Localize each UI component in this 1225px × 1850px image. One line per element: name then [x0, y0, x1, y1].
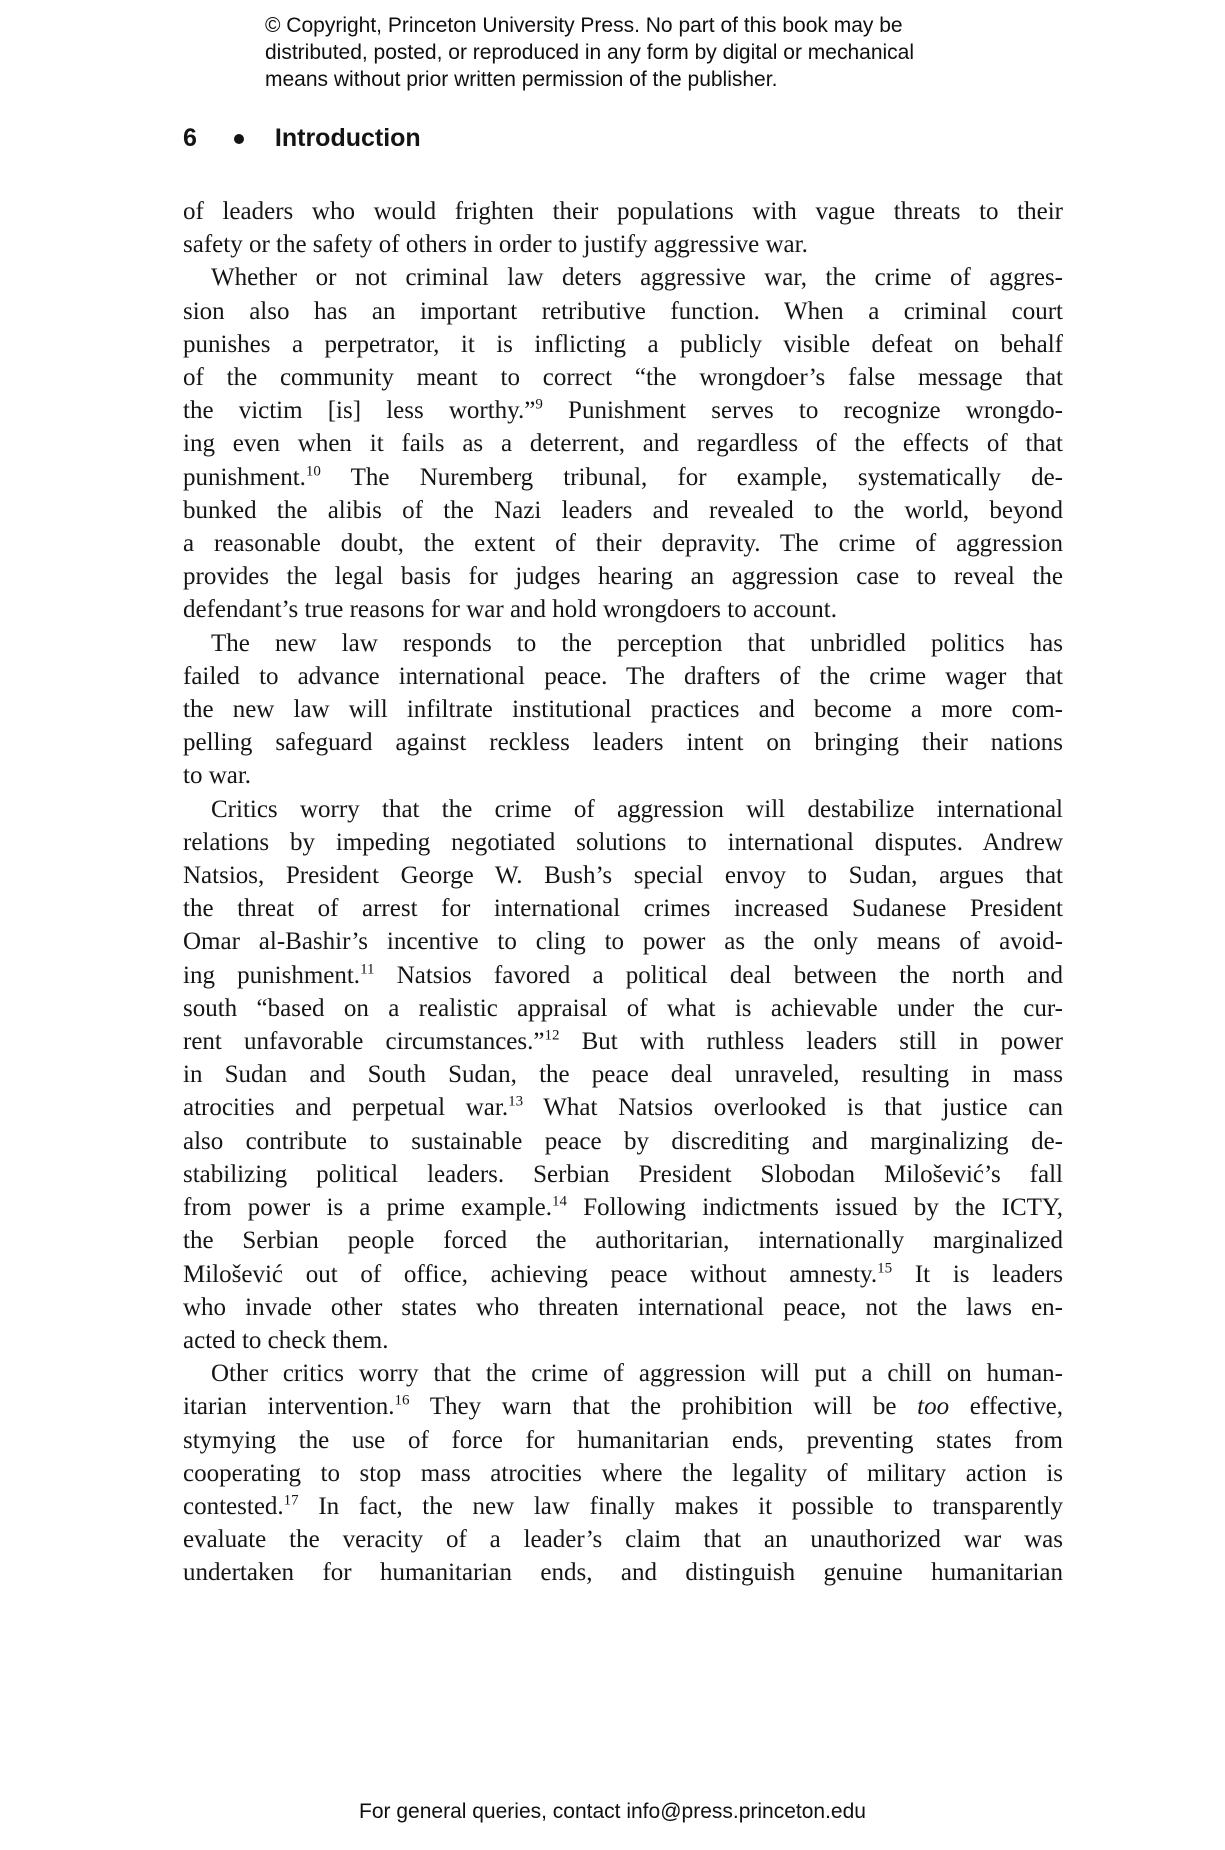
body-line: cooperating to stop mass atrocities where the legality of military action is: [183, 1459, 1063, 1487]
body-line: evaluate the veracity of a leader’s claim that an unauthorized war was: [183, 1526, 1063, 1554]
body-line: pelling safeguard against reckless leaders intent on bringing their nations: [183, 729, 1063, 757]
body-line: the new law will infiltrate institutional practices and become a more com-: [183, 696, 1063, 724]
running-head: [183, 124, 1063, 153]
body-line: Natsios, President George W. Bush’s special envoy to Sudan, argues that: [183, 862, 1063, 890]
copyright-line: distributed, posted, or reproduced in any form by digital or mechanical: [265, 41, 915, 64]
copyright-line: © Copyright, Princeton University Press. No part of this book may be: [265, 14, 903, 37]
body-line: the threat of arrest for international crimes increased Sudanese President: [183, 895, 1063, 923]
body-line: failed to advance international peace. The drafters of the crime wager that: [183, 662, 1063, 690]
bullet-separator-icon: [234, 134, 244, 144]
body-line: Other critics worry that the crime of aggression will put a chill on human-: [211, 1360, 1063, 1388]
body-line: Milošević out of office, achieving peace without amnesty.$^{15}$ It is leaders: [183, 1260, 1063, 1288]
copyright-notice: [265, 12, 914, 93]
body-line: south “based on a realistic appraisal of what is achievable under the cur-: [183, 994, 1063, 1022]
body-line: bunked the alibis of the Nazi leaders and revealed to the world, beyond: [183, 496, 1063, 524]
body-line: acted to check them.: [183, 1326, 389, 1354]
body-line: provides the legal basis for judges hearing an aggression case to reveal the: [183, 563, 1063, 591]
page-number: 6: [183, 124, 197, 152]
body-line: punishes a perpetrator, it is inflicting a publicly visible defeat on behalf: [183, 330, 1063, 358]
body-line: stabilizing political leaders. Serbian President Slobodan Milošević’s fall: [183, 1160, 1063, 1188]
body-line: atrocities and perpetual war.$^{13}$ What Natsios overlooked is that justice can: [183, 1094, 1064, 1122]
body-text: [183, 195, 1063, 1590]
body-line: Critics worry that the crime of aggression will destabilize international: [211, 795, 1063, 823]
chapter-title: Introduction: [274, 124, 421, 152]
body-line: Whether or not criminal law deters aggressive war, the crime of aggres-: [211, 264, 1063, 292]
body-line: of the community meant to correct “the wrongdoer’s false message that: [183, 364, 1063, 392]
body-line: ing even when it fails as a deterrent, and regardless of the effects of that: [183, 430, 1063, 458]
body-line: who invade other states who threaten international peace, not the laws en-: [183, 1293, 1063, 1321]
body-line: contested.$^{17}$ In fact, the new law finally makes it possible to transparently: [183, 1492, 1063, 1520]
body-line: Omar al-Bashir’s incentive to cling to power as the only means of avoid-: [183, 928, 1063, 956]
body-line: the Serbian people forced the authoritarian, internationally marginalized: [183, 1227, 1063, 1255]
body-line: of leaders who would frighten their populations with vague threats to their: [183, 198, 1063, 225]
body-line: undertaken for humanitarian ends, and distinguish genuine humanitarian: [183, 1559, 1063, 1587]
body-line: itarian intervention.$^{16}$ They warn that the prohibition will be too effective,: [183, 1392, 1063, 1421]
body-line: The new law responds to the perception that unbridled politics has: [211, 629, 1063, 657]
body-line: in Sudan and South Sudan, the peace deal unraveled, resulting in mass: [183, 1061, 1063, 1089]
body-line: sion also has an important retributive function. When a criminal court: [183, 297, 1063, 325]
body-line: from power is a prime example.$^{14}$ Following indictments issued by the ICTY,: [183, 1193, 1063, 1222]
body-line: punishment.$^{10}$ The Nuremberg tribunal, for example, systematically de-: [183, 463, 1063, 491]
body-line: relations by impeding negotiated solutions to international disputes. Andrew: [183, 828, 1063, 856]
copyright-line: means without prior written permission of the publisher.: [265, 68, 778, 91]
body-line: also contribute to sustainable peace by discrediting and marginalizing de-: [183, 1127, 1063, 1155]
body-line: a reasonable doubt, the extent of their depravity. The crime of aggression: [183, 530, 1063, 558]
body-line: to war.: [183, 762, 252, 790]
body-line: rent unfavorable circumstances.”$^{12}$ But with ruthless leaders still in power: [183, 1027, 1064, 1056]
body-line: safety or the safety of others in order to justify aggressive war.: [183, 231, 808, 259]
body-line: the victim [is] less worthy.”$^9$ Punishment serves to recognize wrongdo-: [183, 396, 1064, 425]
body-line: stymying the use of force for humanitarian ends, preventing states from: [183, 1426, 1063, 1454]
body-line: ing punishment.$^{11}$ Natsios favored a political deal between the north and: [183, 961, 1063, 989]
footer-contact-line: For general queries, contact info@press.princeton.edu: [359, 1800, 866, 1823]
body-line: defendant’s true reasons for war and hold wrongdoers to account.: [183, 596, 837, 624]
